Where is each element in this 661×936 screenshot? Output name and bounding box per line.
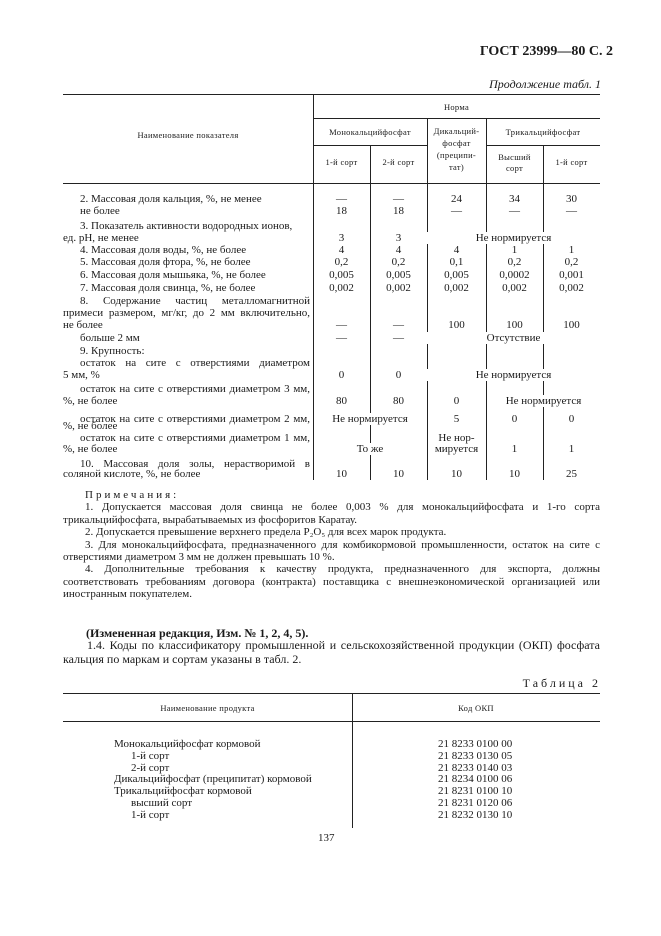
cell-value: 0,005 [444,269,469,281]
t2-product-name: Монокальцийфосфат кормовой [114,738,261,750]
row-label: 8. Содержание частиц металломагнитной [80,295,310,307]
cell-value: 0 [395,369,402,381]
t2-product-name: Трикальцийфосфат кормовой [114,785,252,798]
note-2: 2. Допускается превышение верхнего предела P₂O₅ для всех марок продукта. [85,526,447,539]
cell-span-value: Не нормируется [427,232,600,244]
row-label: 4. Массовая доля воды, %, не более [80,244,247,256]
cell-span-value: Не нормируется [427,369,600,381]
subheader-mono-1: 1-й сорт [325,157,358,167]
row-label: 2. Массовая доля кальция, %, не менее [80,193,262,205]
cell-span-value: То же [314,443,426,455]
t2-okp-code: 21 8232 0130 10 [438,808,513,821]
t2-product-name: 1-й сорт [131,749,170,762]
t2-product-name: высший сорт [131,797,193,809]
cell-value: — [509,205,520,217]
row-label: %, не более [63,443,118,455]
cell-value: 10 [509,468,520,480]
paragraph-1-4: 1.4. Коды по классификатору промышленной и сельскохозяйственной продукции (ОКП) фосфата кальция по маркам и сортам указаны в табл. 2. [63,638,600,666]
cell-value: 10 [336,468,347,480]
t2-okp-code: 21 8233 0140 03 [438,761,513,774]
cell-value: 80 [336,395,347,407]
cell-value: — [393,332,404,344]
cell-value: 10 [393,468,404,480]
t2-product-name: Дикальцийфосфат (преципитат) кормовой [114,773,312,786]
cell-value: 24 [451,193,462,205]
note-1: 1. Допускается массовая доля свинца не более 0,003 % для монокальцийфосфата и 1-го сорта трикальцийфосфата, вырабатываемых из фосфоритов Каратау. [63,501,600,526]
cell-value: 1 [568,443,575,455]
cell-value: 0,002 [329,282,354,294]
t2-okp-code: 21 8234 0100 06 [438,773,513,786]
note-3: 3. Для монокальцийфосфата, предназначенного для комбикормовой промышленности, остаток на сите с отверстиями диаметром 3 мм не должен превышать 10 %. [63,538,600,564]
cell-span-value: Не нормируется [314,413,426,425]
cell-value: 18 [393,205,404,217]
page-number: 137 [318,832,335,844]
cell-value: 4 [395,244,402,256]
cell-value: — [336,193,347,205]
row-label: 10. Массовая доля золы, нерастворимой в [80,458,310,470]
group-header-tri: Трикальцийфосфат [505,127,581,137]
cell-value: 0,2 [507,256,522,268]
row-label: %, не более [63,395,118,407]
t2-okp-code: 21 8231 0100 10 [438,785,513,798]
row-label: соляной кислоте, %, не более [63,468,201,480]
cell-value: 0,005 [329,269,354,281]
row-label: 7. Массовая доля свинца, %, не более [80,282,256,294]
group-header-di-4: тат) [448,162,465,172]
subheader-tri-1: 1-й сорт [555,157,588,167]
cell-value: мируется [434,443,479,455]
row-label: остаток на сите с отверстиями диаметром 3 мм, [80,383,310,395]
row-label: остаток на сите с отверстиями диаметром [80,357,310,369]
t2-okp-code: 21 8233 0100 00 [438,738,513,750]
col-header-indicator: Наименование показателя [137,130,239,140]
cell-value: 0 [568,413,575,425]
cell-value: 1 [568,244,575,256]
cell-value: 0,002 [559,282,584,294]
cell-value: 80 [393,395,404,407]
cell-value: 0,005 [386,269,411,281]
group-header-di-2: фосфат [442,138,471,148]
subheader-tri-top-2: сорт [505,163,524,173]
cell-value: — [393,319,404,331]
cell-value: 100 [563,319,580,331]
row-label: не более [80,205,120,217]
subheader-mono-2: 2-й сорт [382,157,415,167]
document-reference: ГОСТ 23999—80 С. 2 [479,44,613,59]
notes [63,489,600,601]
cell-value: 3 [395,232,402,244]
group-header-di-3: (преципи- [436,150,477,160]
cell-value: 0,2 [564,256,579,268]
cell-value: — [393,193,404,205]
t2-header-name: Наименование продукта [160,703,255,713]
cell-span-value: Не нормируется [487,395,600,407]
row-label: ед. pH, не менее [63,232,139,244]
table-continuation-label: Продолжение табл. 1 [489,77,601,91]
cell-value: 0 [453,395,460,407]
cell-value: Не нор- [438,432,475,444]
row-label: больше 2 мм [80,332,140,344]
cell-value: 0,0002 [499,269,530,281]
row-label: 6. Массовая доля мышьяка, %, не более [80,269,266,281]
cell-value: 0,001 [559,269,584,281]
subheader-tri-top-1: Высший [498,152,531,162]
cell-value: 3 [338,232,345,244]
row-label: 3. Показатель активности водородных ионов, [80,220,293,232]
cell-value: 5 [453,413,460,425]
cell-value: 10 [451,468,462,480]
t2-header-code: Код ОКП [458,703,494,713]
cell-value: 0 [338,369,345,381]
cell-span-value: Отсутствие [427,332,600,344]
cell-value: 18 [336,205,347,217]
edit-note: (Измененная редакция, Изм. № 1, 2, 4, 5). [86,626,309,640]
notes-title: Примечания: [85,489,180,501]
cell-value: 0,2 [391,256,406,268]
t2-okp-code: 21 8233 0130 05 [438,749,513,762]
col-header-norm: Норма [443,102,470,112]
cell-value: 0 [511,413,518,425]
row-label: примеси размером, мг/кг, до 2 мм включительно, [63,307,310,319]
row-label: остаток на сите с отверстиями диаметром 2 мм, [80,413,310,425]
row-label: %, не более [63,420,118,432]
cell-value: 34 [509,193,520,205]
cell-value: — [566,205,577,217]
cell-value: 4 [338,244,345,256]
cell-value: — [336,332,347,344]
cell-value: 100 [506,319,523,331]
cell-value: 1 [511,244,518,256]
table-2-caption: Таблица 2 [522,676,601,690]
cell-value: — [451,205,462,217]
cell-value: — [336,319,347,331]
row-label: не более [63,319,103,331]
note-4: 4. Дополнительные требования к качеству продукта, предназначенного для экспорта, должны соответствовать требованиям договора (контракта) поставщика с внешнеэкономической организацией или иностранным покупателем. [63,563,600,601]
row-label: остаток на сите с отверстиями диаметром 1 мм, [80,432,310,444]
cell-value: 0,002 [386,282,411,294]
t2-product-name: 2-й сорт [131,761,170,774]
row-label: 9. Крупность: [80,345,145,357]
cell-value: 1 [511,443,518,455]
cell-value: 25 [566,468,577,480]
t2-product-name: 1-й сорт [131,808,170,821]
cell-value: 0,2 [334,256,349,268]
group-header-di-1: Дикальций- [433,126,480,136]
cell-value: 4 [453,244,460,256]
t2-okp-code: 21 8231 0120 06 [438,797,513,809]
row-label: 5 мм, % [63,369,100,381]
cell-value: 0,002 [444,282,469,294]
cell-value: 0,1 [449,256,464,268]
cell-value: 100 [448,319,465,331]
group-header-mono: Монокальцийфосфат [329,127,411,137]
row-label: 5. Массовая доля фтора, %, не более [80,256,251,268]
cell-value: 0,002 [502,282,527,294]
cell-value: 30 [566,193,577,205]
